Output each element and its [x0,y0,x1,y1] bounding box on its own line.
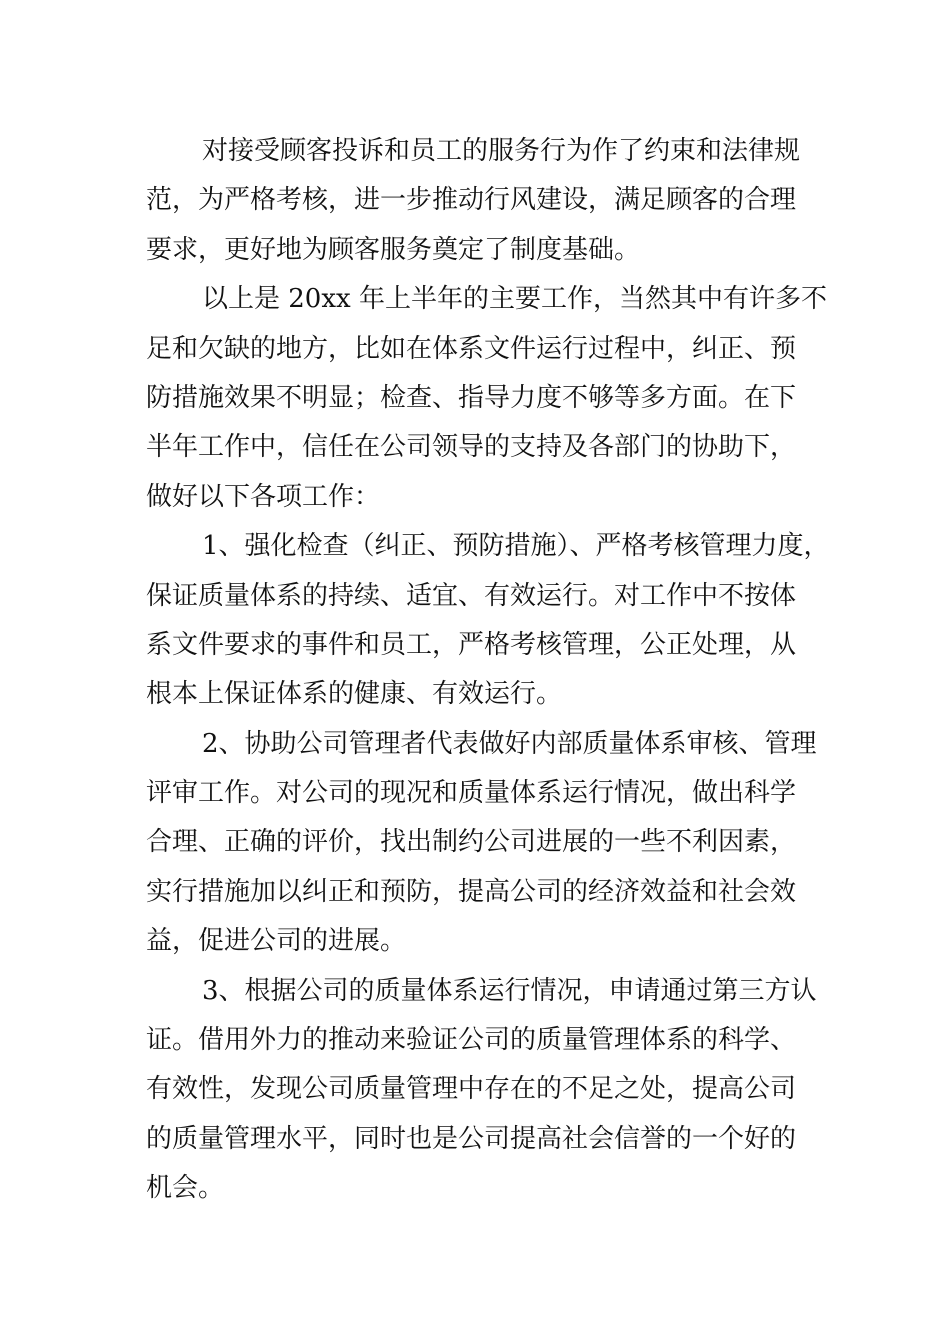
document-body [146,127,836,1214]
text-line: 系文件要求的事件和员工，严格考核管理，公正处理，从 [146,629,797,660]
text-line: 实行措施加以纠正和预防，提高公司的经济效益和社会效 [146,876,797,907]
text-line: 以上是 20xx 年上半年的主要工作，当然其中有许多不 [202,284,827,315]
paragraph-item-1 [146,522,836,720]
text-line: 足和欠缺的地方，比如在体系文件运行过程中，纠正、预 [146,333,797,364]
text-line: 有效性，发现公司质量管理中存在的不足之处，提高公司 [146,1074,797,1105]
text-line: 防措施效果不明显；检查、指导力度不够等多方面。在下 [146,382,797,413]
text-line: 根本上保证体系的健康、有效运行。 [146,679,563,710]
text-line: 范，为严格考核，进一步推动行风建设，满足顾客的合理 [146,185,797,216]
paragraph-item-2 [146,720,836,967]
text-line: 的质量管理水平，同时也是公司提高社会信誉的一个好的 [146,1123,797,1154]
paragraph-half-year-summary [146,275,836,522]
text-line: 半年工作中，信任在公司领导的支持及各部门的协助下， [146,432,797,463]
text-line: 2、协助公司管理者代表做好内部质量体系审核、管理 [202,728,817,759]
text-line: 评审工作。对公司的现况和质量体系运行情况，做出科学 [146,778,797,809]
text-line: 3、根据公司的质量体系运行情况，申请通过第三方认 [202,975,817,1006]
text-line: 对接受顾客投诉和员工的服务行为作了约束和法律规 [202,136,801,166]
text-line: 要求，更好地为顾客服务奠定了制度基础。 [146,234,641,265]
text-line: 益，促进公司的进展。 [146,926,407,957]
paragraph-complaint-rules [146,127,836,275]
text-line: 1、强化检查（纠正、预防措施）、严格考核管理力度， [202,531,830,562]
text-line: 合理、正确的评价，找出制约公司进展的一些不利因素， [146,827,797,858]
text-line: 证。借用外力的推动来验证公司的质量管理体系的科学、 [146,1025,797,1056]
text-line: 做好以下各项工作： [146,481,381,512]
paragraph-item-3 [146,967,836,1214]
text-line: 机会。 [146,1173,225,1204]
text-line: 保证质量体系的持续、适宜、有效运行。对工作中不按体 [146,580,797,611]
